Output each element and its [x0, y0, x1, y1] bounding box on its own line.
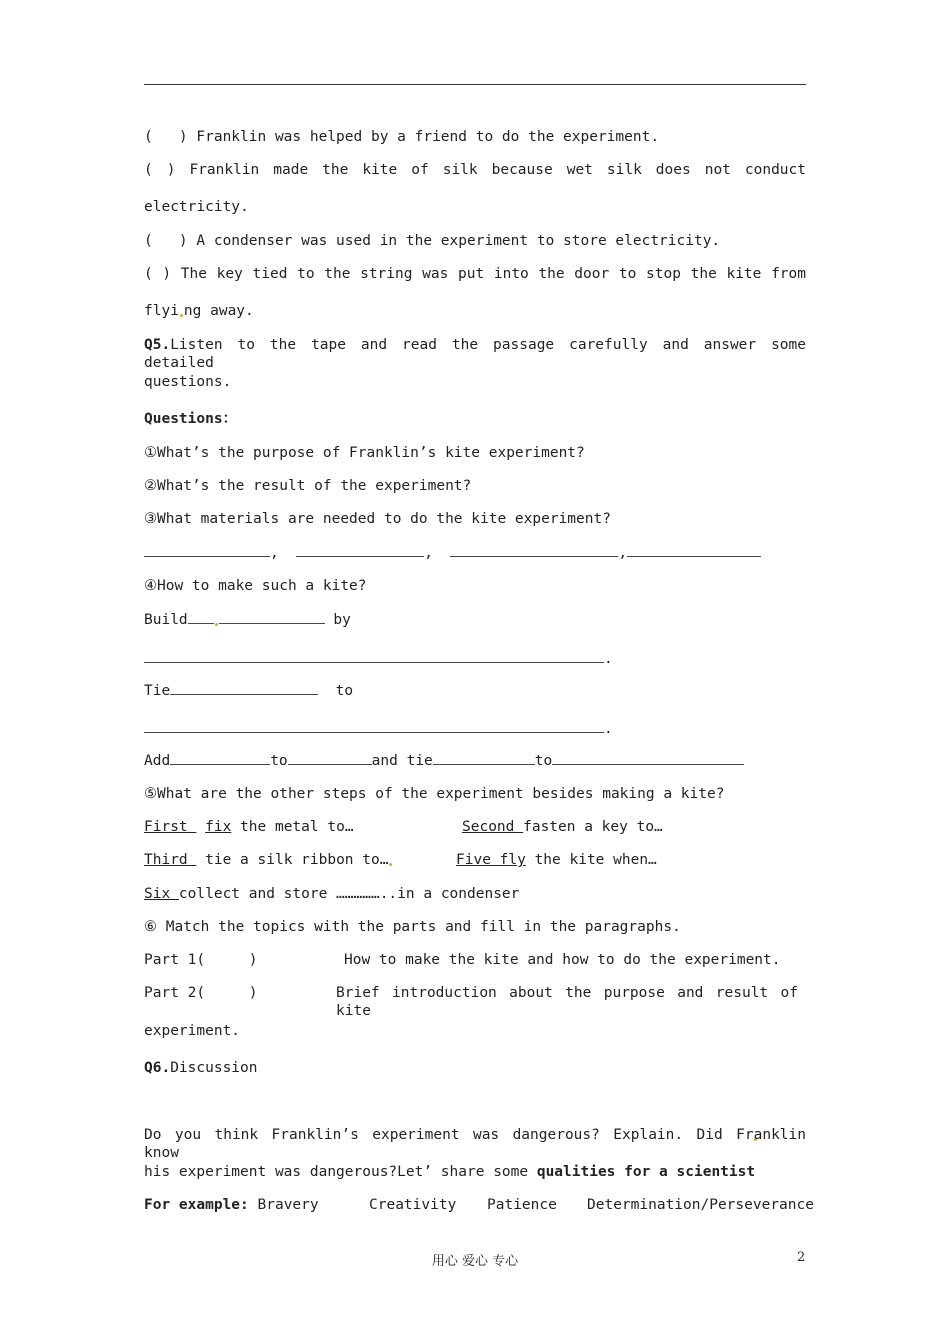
statement-4-cont: flyi ng away. [144, 303, 254, 319]
question-2: ②What’s the result of the experiment? [144, 478, 472, 494]
question-3: ③What materials are needed to do the kite experiment? [144, 511, 611, 527]
statement-4: ( ) The key tied to the string was put into the door to stop the kite from [144, 266, 806, 282]
question-6: ⑥ Match the topics with the parts and fill in the paragraphs. [144, 919, 681, 935]
answer-blank[interactable] [288, 751, 372, 765]
mark-dot [389, 863, 392, 866]
answer-blank[interactable] [144, 649, 604, 663]
q5-heading-cont: questions. [144, 374, 232, 390]
materials-blanks: , , , [144, 543, 806, 562]
question-1: ①What’s the purpose of Franklin’s kite experiment? [144, 445, 585, 461]
quality-patience: Patience [487, 1197, 557, 1213]
build-line: Build by [144, 612, 351, 628]
q6-heading: Q6.Discussion [144, 1060, 258, 1076]
answer-blank[interactable] [144, 543, 270, 557]
mark-dot [215, 623, 218, 626]
q5-label: Q5. [144, 337, 171, 353]
q6-label: Q6. [144, 1060, 171, 1076]
answer-blank[interactable] [170, 751, 270, 765]
statement-2: ( ) Franklin made the kite of silk because wet silk does not conduct [144, 162, 806, 178]
part-1: Part 1( ) [144, 952, 258, 968]
step-first: First fix the metal to… [144, 819, 354, 835]
page-number: 2 [797, 1250, 806, 1265]
header-rule [144, 84, 806, 85]
answer-blank[interactable] [450, 543, 618, 557]
answer-blank[interactable] [627, 543, 761, 557]
build-blank-line: . [144, 649, 806, 668]
step-five: Five fly the kite when… [456, 852, 657, 868]
question-4: ④How to make such a kite? [144, 578, 367, 594]
part-1-text: How to make the kite and how to do the experiment. [344, 952, 781, 968]
q5-heading: Q5.Listen to the tape and read the passage carefully and answer some detailed [144, 337, 806, 371]
part-2-cont: experiment. [144, 1023, 241, 1039]
tie-blank-line: . [144, 719, 806, 738]
tie-line: Tie to [144, 683, 354, 699]
part-2-text: Brief introduction about the purpose and result of kite [336, 985, 798, 1019]
step-second: Second fasten a key to… [462, 819, 663, 835]
answer-blank[interactable] [188, 610, 214, 624]
question-5: ⑤What are the other steps of the experiment besides making a kite? [144, 786, 725, 802]
quality-determination: Determination/Perseverance [587, 1197, 814, 1213]
answer-blank[interactable] [170, 681, 318, 695]
footer-motto: 用心 爱心 专心 [431, 1254, 519, 1269]
questions-label: Questions： [144, 411, 238, 427]
example-label: For example: Bravery [144, 1197, 319, 1213]
answer-blank[interactable] [144, 719, 604, 733]
step-six: Six collect and store ……………..in a condenser [144, 886, 520, 902]
part-2: Part 2( ) [144, 985, 258, 1001]
discussion-line-1: Do you think Franklin’s experiment was dangerous? Explain. Did Franklin know [144, 1127, 806, 1161]
answer-blank[interactable] [219, 610, 325, 624]
mark-dot [180, 314, 183, 317]
add-line: Add to and tie to [144, 751, 806, 770]
step-third: Third tie a silk ribbon to… [144, 851, 806, 869]
answer-blank[interactable] [552, 751, 744, 765]
statement-3: ( ) A condenser was used in the experiment to store electricity. [144, 233, 721, 249]
statement-1: ( ) Franklin was helped by a friend to do the experiment. [144, 129, 660, 145]
statement-2-cont: electricity. [144, 199, 249, 215]
answer-blank[interactable] [296, 543, 424, 557]
quality-creativity: Creativity [369, 1197, 457, 1213]
answer-blank[interactable] [433, 751, 535, 765]
discussion-line-2: his experiment was dangerous?Let’ share some qualities for a scientist [144, 1164, 756, 1180]
